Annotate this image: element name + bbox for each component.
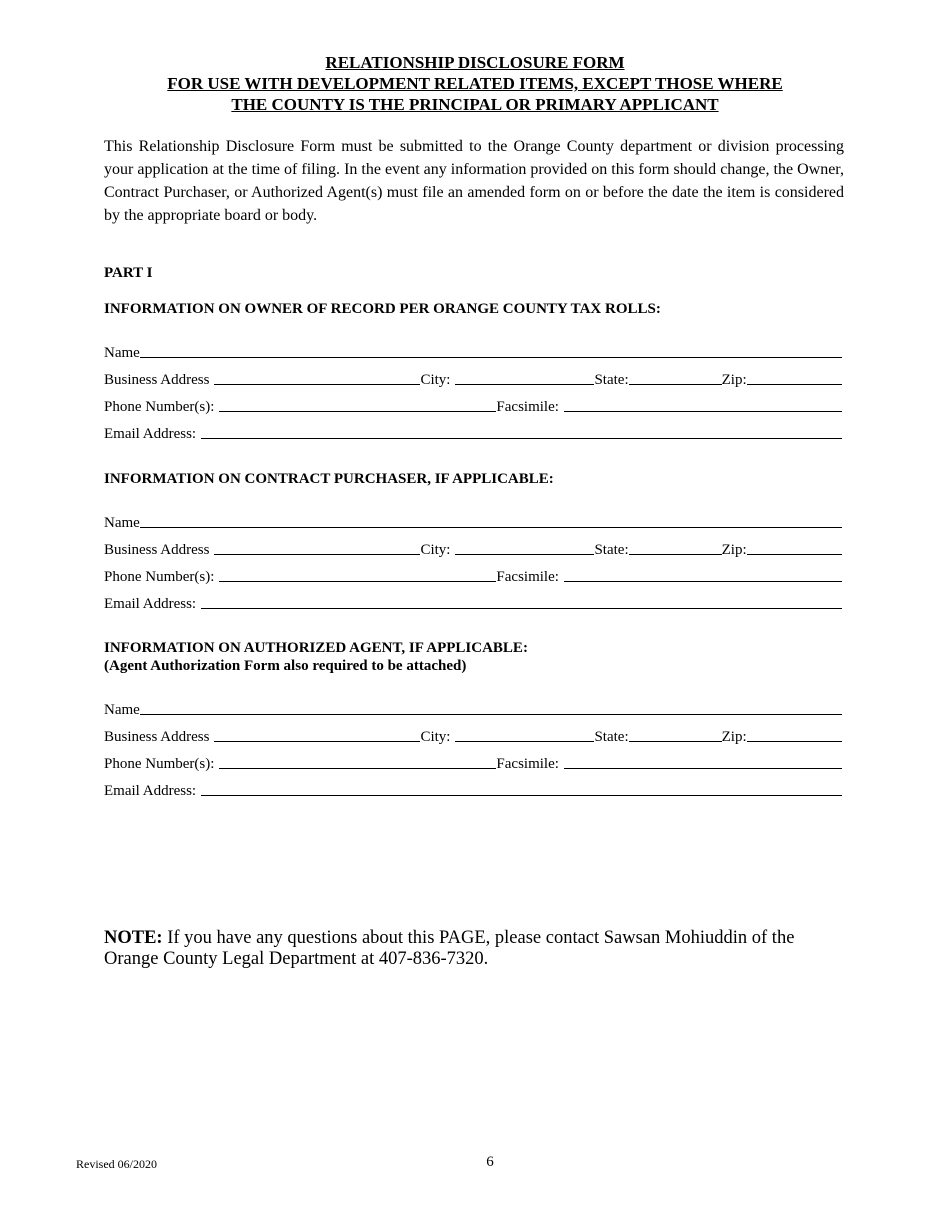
purchaser-email-row [104, 585, 842, 612]
facsimile-label: Facsimile: [496, 756, 559, 772]
purchaser-phone-field[interactable] [219, 581, 496, 582]
contact-note [104, 928, 844, 970]
agent-business-address-field[interactable] [214, 741, 420, 742]
note-text: If you have any questions about this PAGE, please contact Sawsan Mohiuddin of the Orange County Legal Department at 407-836-7320. [104, 928, 795, 969]
business-address-label: Business Address [104, 729, 210, 745]
owner-heading: INFORMATION ON OWNER OF RECORD PER ORANGE COUNTY TAX ROLLS: [104, 301, 661, 317]
city-label: City: [420, 729, 451, 745]
name-label: Name [104, 515, 140, 531]
owner-zip-field[interactable] [747, 384, 842, 385]
zip-label: Zip: [721, 542, 747, 558]
purchaser-name-field[interactable] [140, 527, 842, 528]
owner-email-field[interactable] [201, 438, 842, 439]
agent-name-field[interactable] [140, 714, 842, 715]
page-number: 6 [486, 1154, 494, 1170]
purchaser-email-field[interactable] [201, 608, 842, 609]
state-label: State: [594, 542, 629, 558]
note-label: NOTE: [104, 928, 163, 948]
agent-section [104, 639, 842, 799]
agent-phone-row [104, 745, 842, 772]
purchaser-heading: INFORMATION ON CONTRACT PURCHASER, IF APPLICABLE: [104, 471, 554, 487]
title-line-2: FOR USE WITH DEVELOPMENT RELATED ITEMS, EXCEPT THOSE WHERE [167, 74, 783, 93]
owner-phone-field[interactable] [219, 411, 496, 412]
owner-email-row [104, 415, 842, 442]
agent-name-row [104, 691, 842, 718]
owner-name-field[interactable] [140, 357, 842, 358]
email-label: Email Address: [104, 426, 197, 442]
facsimile-label: Facsimile: [496, 399, 559, 415]
purchaser-facsimile-field[interactable] [564, 581, 842, 582]
city-label: City: [420, 372, 451, 388]
agent-phone-field[interactable] [219, 768, 496, 769]
zip-label: Zip: [721, 372, 747, 388]
owner-state-field[interactable] [629, 384, 722, 385]
name-label: Name [104, 345, 140, 361]
agent-address-row [104, 718, 842, 745]
purchaser-section [104, 470, 842, 612]
agent-facsimile-field[interactable] [564, 768, 842, 769]
title-line-1: RELATIONSHIP DISCLOSURE FORM [325, 53, 625, 72]
owner-business-address-field[interactable] [214, 384, 420, 385]
agent-email-field[interactable] [201, 795, 842, 796]
owner-address-row [104, 361, 842, 388]
phone-label: Phone Number(s): [104, 756, 215, 772]
purchaser-phone-row [104, 558, 842, 585]
business-address-label: Business Address [104, 542, 210, 558]
agent-city-field[interactable] [455, 741, 594, 742]
name-label: Name [104, 702, 140, 718]
purchaser-city-field[interactable] [455, 554, 594, 555]
phone-label: Phone Number(s): [104, 569, 215, 585]
owner-section [104, 300, 842, 442]
purchaser-state-field[interactable] [629, 554, 722, 555]
agent-email-row [104, 772, 842, 799]
state-label: State: [594, 729, 629, 745]
agent-heading: INFORMATION ON AUTHORIZED AGENT, IF APPLICABLE: [104, 640, 528, 656]
part-label: PART I [104, 265, 153, 281]
agent-zip-field[interactable] [747, 741, 842, 742]
email-label: Email Address: [104, 783, 197, 799]
purchaser-zip-field[interactable] [747, 554, 842, 555]
title-line-3: THE COUNTY IS THE PRINCIPAL OR PRIMARY APPLICANT [231, 95, 719, 114]
zip-label: Zip: [721, 729, 747, 745]
facsimile-label: Facsimile: [496, 569, 559, 585]
owner-city-field[interactable] [455, 384, 594, 385]
state-label: State: [594, 372, 629, 388]
intro-paragraph: This Relationship Disclosure Form must be submitted to the Orange County department or division processing your application at the time of filing. In the event any information provided on this form should change, the Owner, Contract Purchaser, or Authorized Agent(s) must file an amended form on or before the date the item is considered by the appropriate board or body. [104, 138, 844, 224]
owner-facsimile-field[interactable] [564, 411, 842, 412]
email-label: Email Address: [104, 596, 197, 612]
owner-name-row [104, 334, 842, 361]
purchaser-name-row [104, 504, 842, 531]
purchaser-address-row [104, 531, 842, 558]
purchaser-business-address-field[interactable] [214, 554, 420, 555]
form-title [0, 52, 950, 115]
revision-date: Revised 06/2020 [76, 1157, 157, 1171]
owner-phone-row [104, 388, 842, 415]
business-address-label: Business Address [104, 372, 210, 388]
agent-state-field[interactable] [629, 741, 722, 742]
city-label: City: [420, 542, 451, 558]
agent-subheading: (Agent Authorization Form also required to be attached) [104, 658, 467, 674]
phone-label: Phone Number(s): [104, 399, 215, 415]
